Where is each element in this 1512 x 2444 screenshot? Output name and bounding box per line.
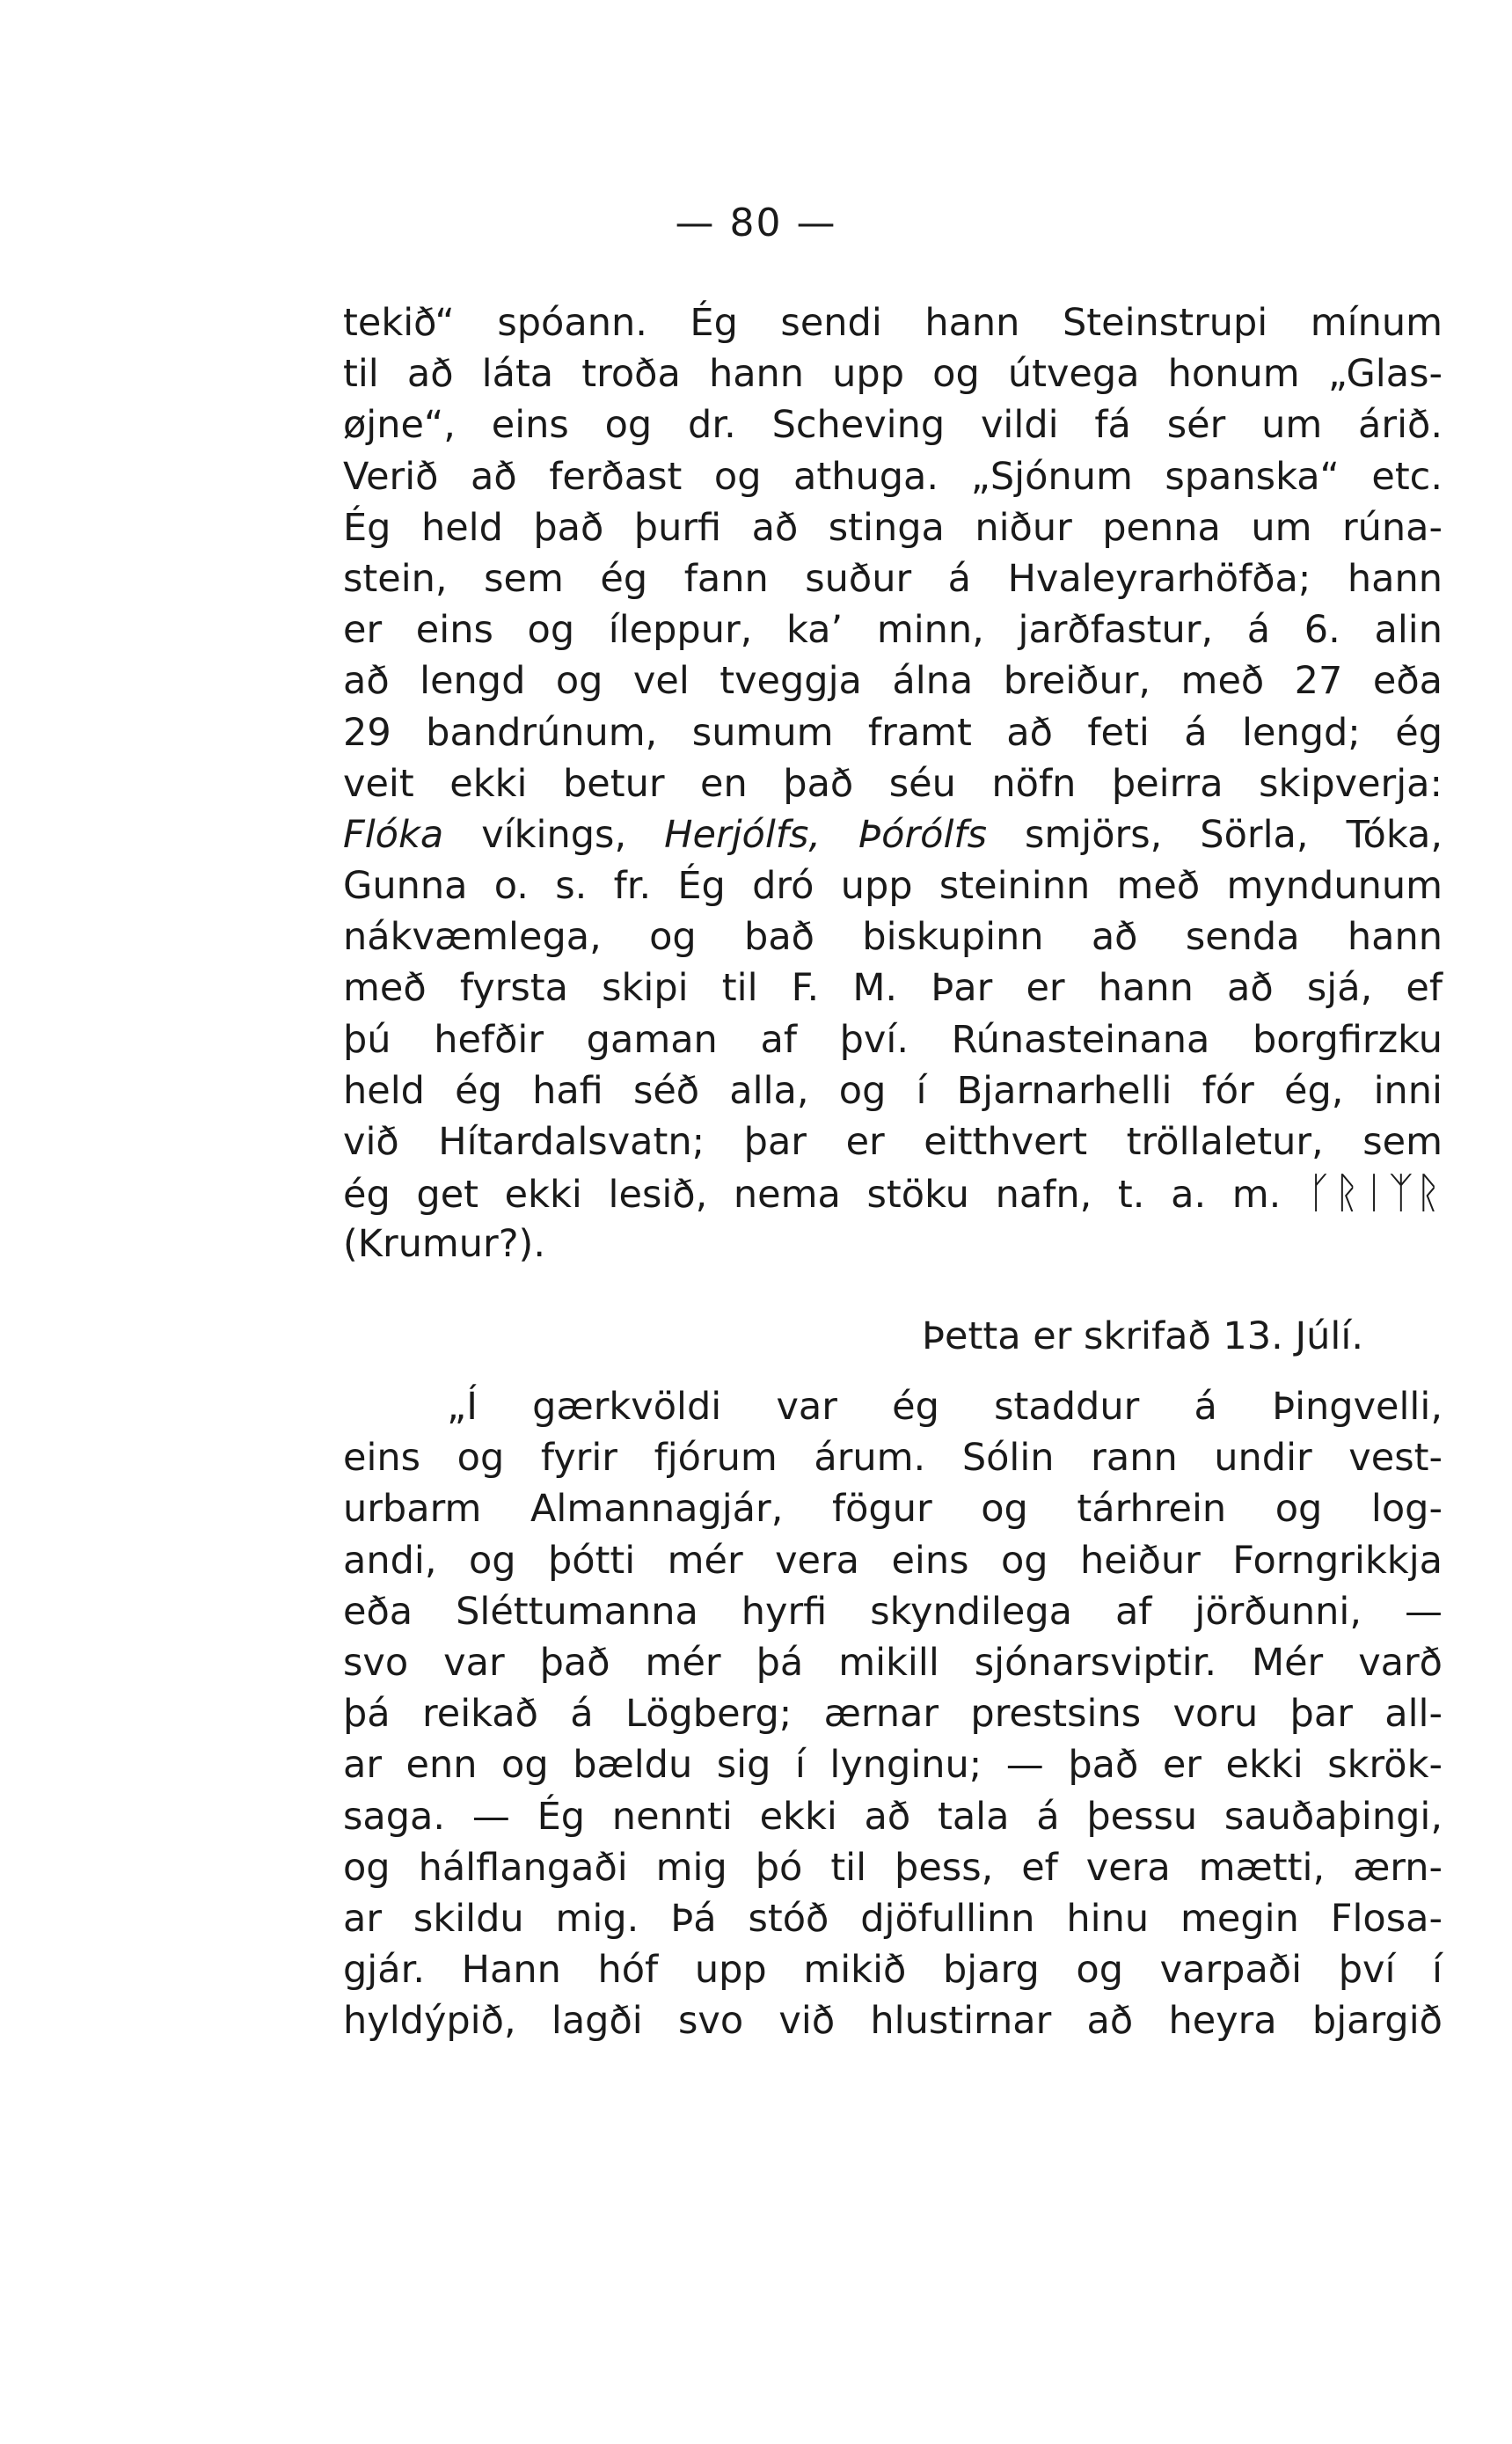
text-line: „Í gærkvöldi var ég staddur á Þingvelli,	[447, 1385, 1443, 1429]
name-herjolfs: Herjólfs,	[664, 812, 822, 857]
text-line: Ég held það þurfi að stinga niður penna um rúna-	[343, 505, 1443, 550]
text-line: gjár. Hann hóf upp mikið bjarg og varpaði því í	[343, 1948, 1443, 1993]
text-line: við Hítardalsvatn; þar er eitthvert tröllaletur, sem	[343, 1120, 1443, 1164]
text-line: urbarm Almannagjár, fögur og tárhrein og log-	[343, 1487, 1443, 1532]
text-line: þú hefðir gaman af því. Rúnasteinana borgfirzku	[343, 1017, 1443, 1062]
name-floka: Flóka	[343, 812, 444, 857]
text-line: nákvæmlega, og bað biskupinn að senda hann	[343, 915, 1443, 960]
text-line: veit ekki betur en það séu nöfn þeirra skipverja:	[343, 761, 1443, 806]
names-text	[821, 813, 858, 857]
dateline: Þetta er skrifað 13. Júlí.	[922, 1314, 1363, 1358]
text-line: eða Sléttumanna hyrfi skyndilega af jörðunni, —	[343, 1589, 1443, 1634]
names-text: smjörs, Sörla, Tóka,	[986, 812, 1443, 857]
text-line: ar enn og bældu sig í lynginu; — það er ekki skrök-	[343, 1743, 1443, 1788]
text-line: Gunna o. s. fr. Ég dró upp steininn með myndunum	[343, 864, 1443, 909]
page-number: — 80 —	[675, 201, 837, 245]
text-line: eins og fyrir fjórum árum. Sólin rann undir vest-	[343, 1436, 1443, 1481]
text-line: 29 bandrúnum, sumum framt að feti á lengd; ég	[343, 710, 1443, 755]
text-line: tekið“ spóann. Ég sendi hann Steinstrupi mínum	[343, 301, 1443, 345]
text-line: þá reikað á Lögberg; ærnar prestsins voru þar all-	[343, 1692, 1443, 1737]
rune-inscription: ᚴᚱᛁᛉᚱ	[1307, 1168, 1443, 1218]
text-line: að lengd og vel tveggja álna breiður, með 27 eða	[343, 659, 1443, 704]
text-line: með fyrsta skipi til F. M. Þar er hann að sjá, ef	[343, 966, 1443, 1011]
text-line: svo var það mér þá mikill sjónarsviptir. Mér varð	[343, 1640, 1443, 1685]
text-line: og hálflangaði mig þó til þess, ef vera mætti, ærn-	[343, 1845, 1443, 1890]
letter-dateline	[343, 1311, 1443, 1362]
paragraph-1	[343, 297, 1443, 1270]
text-line: til að láta troða hann upp og útvega honum „Glas-	[343, 352, 1443, 397]
text-line: saga. — Ég nennti ekki að tala á þessu sauðaþingi,	[343, 1794, 1443, 1839]
text-line: (Krumur?).	[343, 1222, 545, 1267]
text-line: hyldýpið, lagði svo við hlustirnar að heyra bjargið	[343, 1999, 1443, 2044]
text-line: held ég hafi séð alla, og í Bjarnarhelli fór ég, inni	[343, 1068, 1443, 1113]
text-line: andi, og þótti mér vera eins og heiður Forngrikkja	[343, 1538, 1443, 1583]
rune-line-text: ég get ekki lesið, nema stöku nafn, t. a. m.	[343, 1173, 1282, 1218]
text-line: stein, sem ég fann suður á Hvaleyrarhöfða; hann	[343, 556, 1443, 601]
text-line: Verið að ferðast og athuga. „Sjónum spanska“ etc.	[343, 454, 1443, 499]
paragraph-2	[343, 1381, 1443, 2046]
text-line: øjne“, eins og dr. Scheving vildi fá sér um árið.	[343, 403, 1443, 448]
text-line: er eins og íleppur, ka’ minn, jarðfastur, á 6. alin	[343, 608, 1443, 653]
names-line	[343, 809, 1443, 860]
names-text: víkings,	[443, 812, 665, 857]
rune-line	[343, 1167, 1443, 1218]
text-line: ar skildu mig. Þá stóð djöfullinn hinu megin Flosa-	[343, 1896, 1443, 1941]
name-thorolfs: Þórólfs	[858, 812, 987, 857]
